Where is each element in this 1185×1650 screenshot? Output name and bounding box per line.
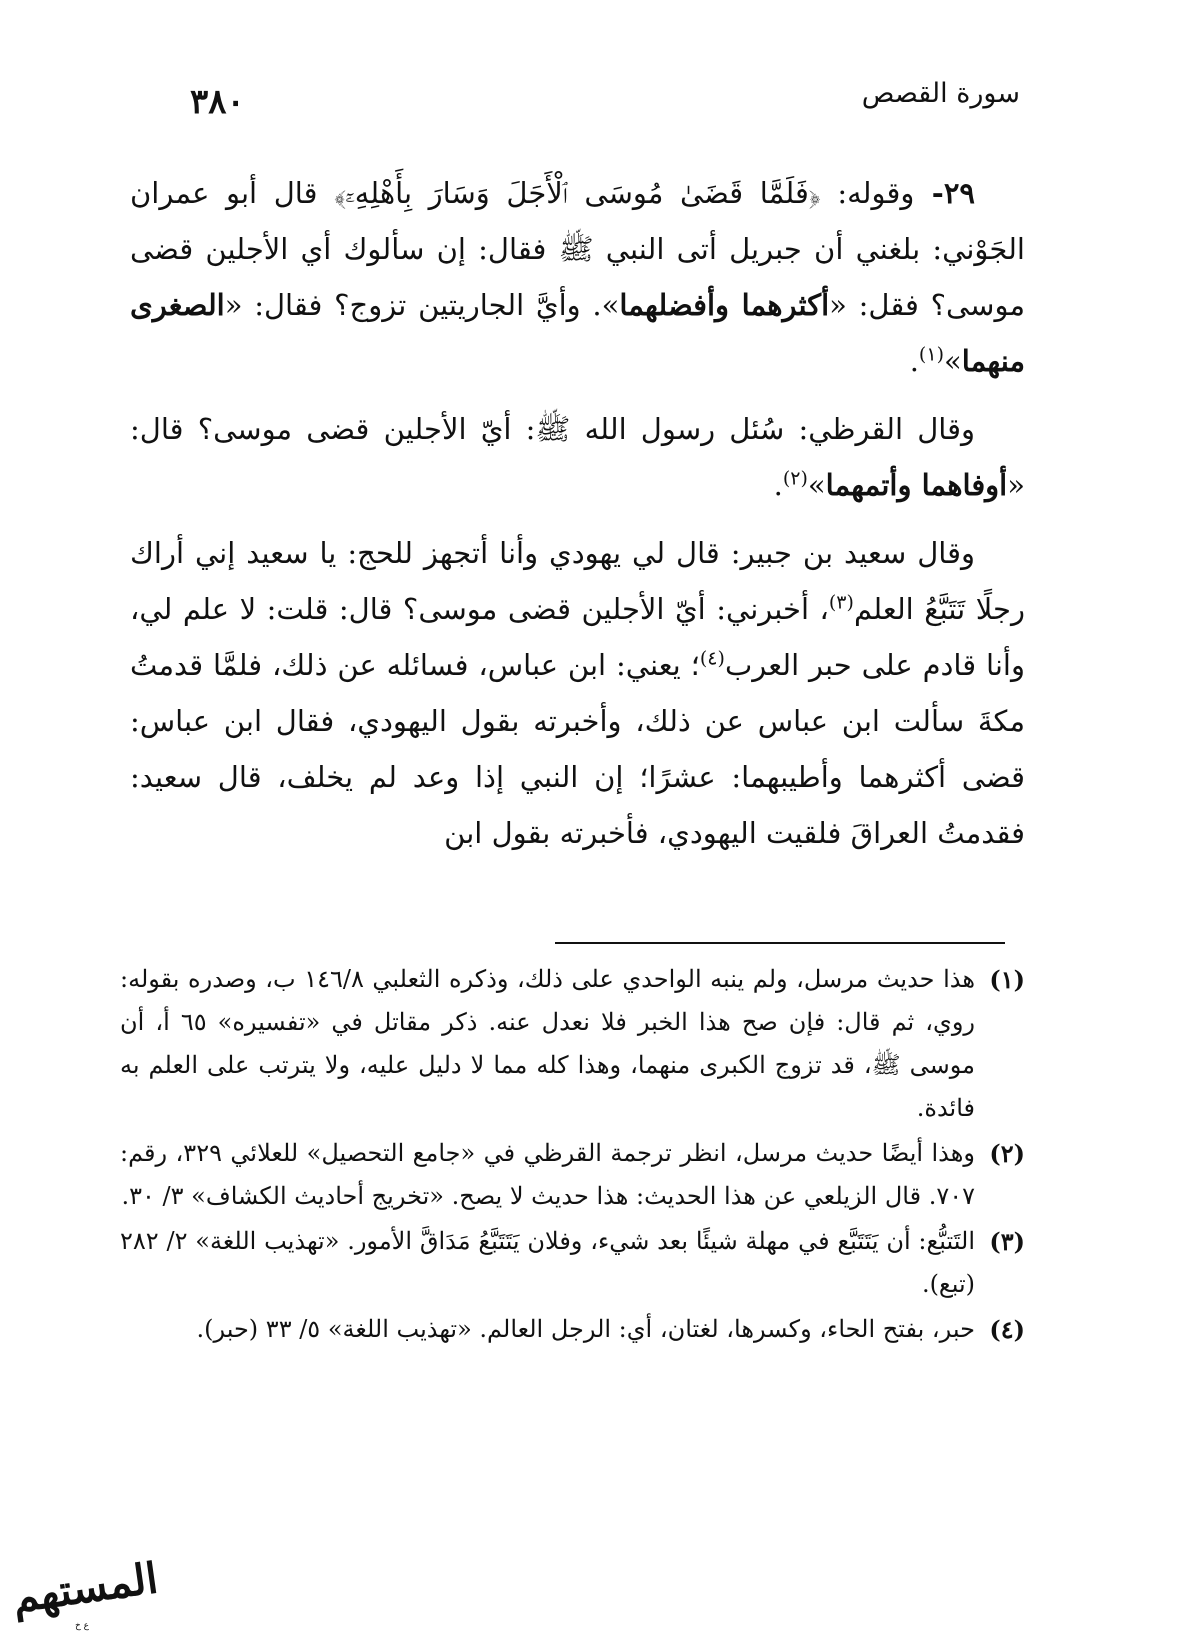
footnote-ref[interactable]: (١)	[918, 343, 944, 366]
page-number: ٣٨٠	[190, 82, 245, 122]
bold-text: أوفاهما وأتمهما	[825, 468, 1008, 502]
page-header	[190, 78, 1020, 128]
text-segment: .	[909, 344, 919, 378]
logo-text: المستهم	[9, 1553, 161, 1623]
quran-verse: ﴿فَلَمَّا قَضَىٰ مُوسَى ٱلْأَجَلَ وَسَارَ بِأَهْلِهِۦٓ﴾	[334, 176, 821, 210]
footnote	[120, 1220, 1025, 1306]
paragraph-qurazi	[130, 401, 1025, 513]
main-text	[130, 165, 1025, 873]
surah-title: سورة القصص	[861, 78, 1020, 109]
text-segment: وقال القرظي: سُئل رسول الله ﷺ: أيّ الأجلين قضى موسى؟ قال: «	[130, 412, 1025, 502]
footnote	[120, 958, 1025, 1130]
text-segment: »	[807, 468, 826, 502]
paragraph-verse-29	[130, 165, 1025, 389]
footnote-divider	[555, 942, 1005, 944]
footnote-ref[interactable]: (٤)	[699, 647, 725, 670]
footnote	[120, 1132, 1025, 1218]
text-segment: »	[943, 344, 962, 378]
footnote-number: (٣)	[989, 1227, 1025, 1256]
footnote-ref[interactable]: (٣)	[828, 591, 854, 614]
footnote-number: (٤)	[989, 1315, 1025, 1344]
footnote-number: (٢)	[989, 1139, 1025, 1168]
text-segment: وقوله:	[820, 176, 915, 210]
footnote-text: حبر، بفتح الحاء، وكسرها، لغتان، أي: الرجل العالم. «تهذيب اللغة» ٥/ ٣٣ (حبر).	[196, 1315, 975, 1343]
text-segment: قال أبو عمران الجَوْني: بلغني أن جبريل أتى النبي ﷺ فقال: إن سألوك أي الأجلين قضى موسى؟ فقل: «	[130, 176, 1025, 322]
text-segment: ؛ يعني: ابن عباس، فسائله عن ذلك، فلمَّا قدمتُ مكةَ سألت ابن عباس عن ذلك، وأخبرته بقول اليهودي، فقال ابن عباس: قضى أكثرهما وأطيبهما: عشرًا؛ إن النبي إذا وعد لم يخلف، قال سعيد: فقدمتُ العراقَ فلقيت اليهودي، فأخبرته بقول ابن	[130, 648, 1025, 850]
text-segment: .	[773, 468, 783, 502]
logo-subtext: ع خ	[74, 1621, 90, 1631]
text-segment: ». وأيَّ الجاريتين تزوج؟ فقال: «	[224, 288, 620, 322]
bold-text: الصغرى منهما	[130, 288, 1025, 378]
paragraph-said-ibn-jubayr	[130, 525, 1025, 861]
footnote-text: التَتبُّع: أن يَتَتَبَّع في مهلة شيئًا بعد شيء، وفلان يَتَتَبَّعُ مَدَاقَّ الأمور. «تهذيب اللغة» ٢/ ٢٨٢ (تبع).	[120, 1227, 976, 1298]
footnotes	[120, 958, 1025, 1353]
verse-number: ٢٩-	[914, 176, 975, 210]
footnote-text: هذا حديث مرسل، ولم ينبه الواحدي على ذلك، وذكره الثعلبي ١٤٦/٨ ب، وصدره بقوله: روي، ثم قال: فإن صح هذا الخبر فلا نعدل عنه. ذكر مقاتل في «تفسيره» ٦٥ أ، أن موسى ﷺ، قد تزوج الكبرى منهما، وهذا كله مما لا دليل عليه، ولا يترتب على العلم به فائدة.	[120, 965, 976, 1122]
publisher-logo	[9, 1553, 161, 1635]
footnote	[120, 1308, 1025, 1351]
footnote-number: (١)	[989, 965, 1025, 994]
text-segment: ، أخبرني: أيّ الأجلين قضى موسى؟ قال: قلت: لا علم لي، وأنا قادم على حبر العرب	[130, 592, 1025, 682]
bold-text: أكثرهما وأفضلهما	[619, 288, 830, 322]
text-segment: وقال سعيد بن جبير: قال لي يهودي وأنا أتجهز للحج: يا سعيد إني أراك رجلًا تَتَبَّعُ العلم	[130, 536, 1025, 626]
footnote-ref[interactable]: (٢)	[782, 467, 808, 490]
footnote-text: وهذا أيضًا حديث مرسل، انظر ترجمة القرظي في «جامع التحصيل» للعلائي ٣٢٩، رقم: ٧٠٧. قال الزيلعي عن هذا الحديث: هذا حديث لا يصح. «تخريج أحاديث الكشاف» ٣/ ٣٠.	[120, 1139, 975, 1210]
